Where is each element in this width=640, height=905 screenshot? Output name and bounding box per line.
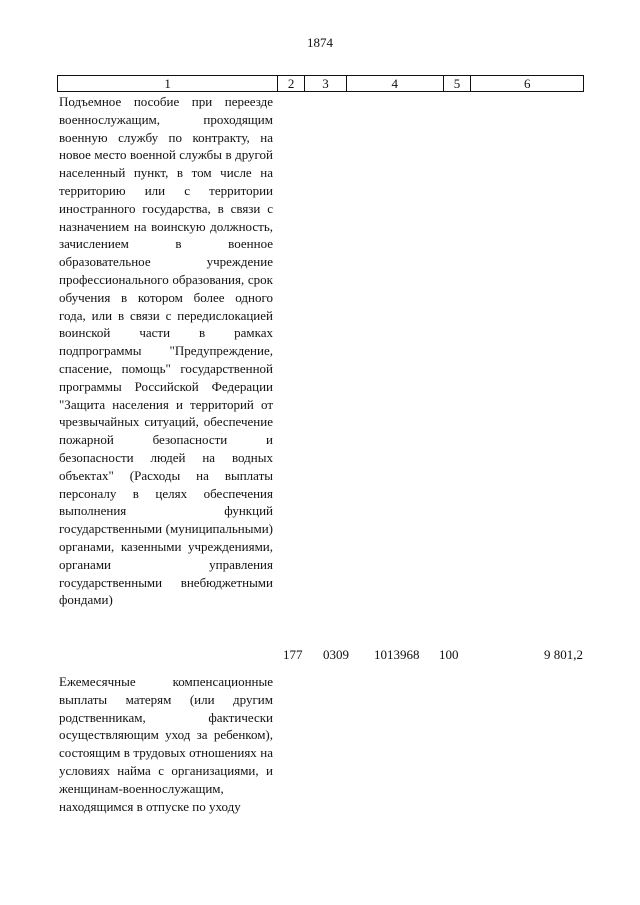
row-2-description: Ежемесячные компенсационные выплаты матерям (или другим родственникам, фактически осуществляющим уход за ребенком), состоящим в трудовых отношениях на условиях найма с организациями, и женщинам-военнослужащим, находящимся в отпуске по уходу <box>59 674 273 814</box>
row-1-gr-code: 177 <box>283 647 303 662</box>
row-1-sum: 9 801,2 <box>544 647 583 662</box>
row-1-rz-code: 0309 <box>323 647 349 662</box>
page-number: 1874 <box>307 35 333 50</box>
column-header-2: 2 <box>278 76 305 91</box>
row-1-vr-code: 100 <box>439 647 459 662</box>
column-header-6: 6 <box>523 76 531 91</box>
column-header-1: 1 <box>58 76 278 91</box>
table-header-row <box>57 75 584 92</box>
column-header-3: 3 <box>305 76 347 91</box>
column-header-4: 4 <box>347 76 444 91</box>
column-header-5: 5 <box>444 76 472 91</box>
row-1-cs-code: 1013968 <box>374 647 420 662</box>
row-1-description: Подъемное пособие при переезде военнослужащим, проходящим военную службу по контракту, на новое место военной службы в другой населенный пункт, в том числе на территорию или с территории иностранного государства, в связи с назначением на воинскую должность, зачислением в военное образовательное учреждение профессионального образования, срок обучения в котором более одного года, или в связи с передислокацией воинской части в рамках подпрограммы "Предупреждение, спасение, помощь" государственной программы Российской Федерации "Защита населения и территорий от чрезвычайных ситуаций, обеспечение пожарной безопасности и безопасности людей на водных объектах" (Расходы на выплаты персоналу в целях обеспечения выполнения функций государственными (муниципальными) органами, казенными учреждениями, органами управления государственными внебюджетными фондами) <box>59 94 273 608</box>
